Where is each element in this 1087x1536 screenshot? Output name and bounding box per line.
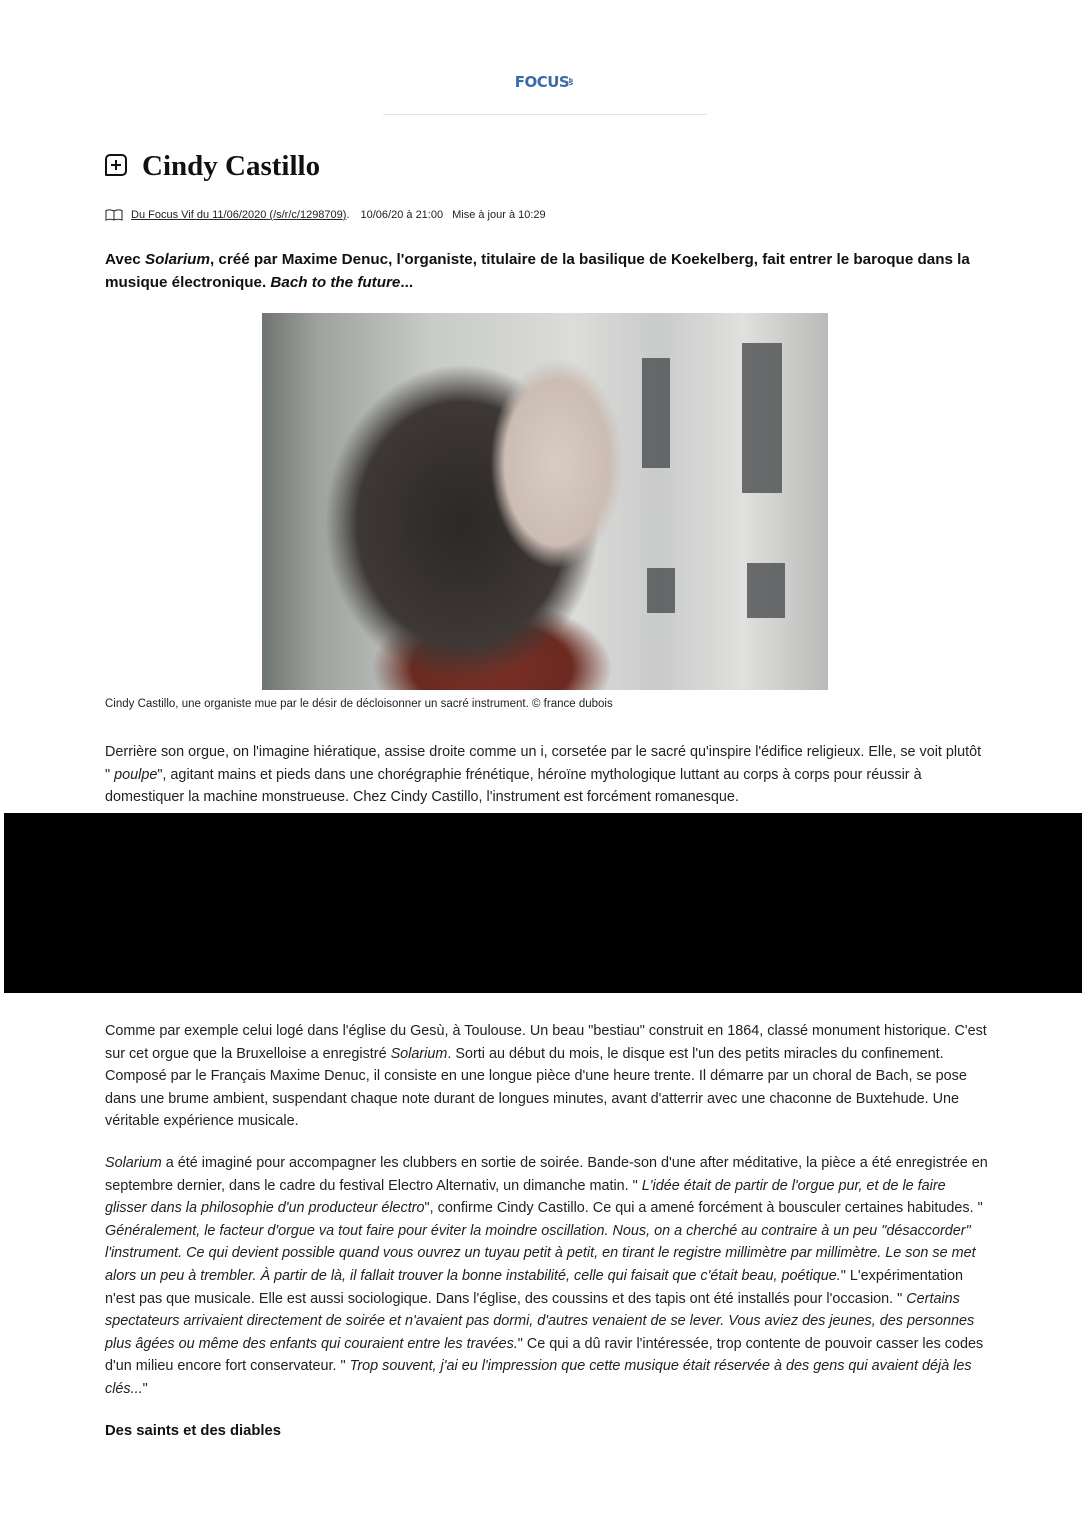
article-title-row: [105, 150, 320, 183]
source-link[interactable]: Du Focus Vif du 11/06/2020 (/s/r/c/1298709): [131, 209, 347, 221]
article-photo: [262, 313, 828, 690]
paragraph-italic: Certains spectateurs arrivaient directement de soirée et n'avaient pas dormi, d'autres venaient de se lever. Vous aviez des jeunes, des personnes plus âgées ou même des enfants qui couraient entre les travées.: [105, 1290, 975, 1352]
paragraph-1: [105, 741, 990, 809]
section-subheading: Des saints et des diables: [105, 1423, 281, 1439]
paragraph-3: [105, 1152, 990, 1401]
logo-text: FOCUS: [514, 73, 570, 91]
lead-italic: Solarium: [144, 251, 210, 268]
paragraph-italic: Solarium: [390, 1045, 448, 1062]
lead-italic: Bach to the future: [270, 274, 401, 291]
redacted-band: [4, 813, 1082, 993]
paragraph-italic: Solarium: [105, 1155, 162, 1171]
paragraph-text: ": [142, 1380, 148, 1397]
book-icon: [105, 209, 123, 221]
paragraph-text: " Ce qui a dû ravir l'intéressée, trop contente de pouvoir casser les codes d'un milieu encore fort conservateur. ": [105, 1335, 984, 1375]
updated-time: Mise à jour à 10:29: [452, 209, 546, 221]
article-lead: [105, 248, 995, 294]
paragraph-italic: Trop souvent, j'ai eu l'impression que cette musique était réservée à des gens qui avaient déjà les clés...: [105, 1358, 972, 1397]
meta-separator: .: [346, 209, 350, 221]
paragraph-text: . Sorti au début du mois, le disque est l'un des petits miracles du confinement. Composé par le Français Maxime Denuc, il consiste en une longue pièce d'une heure trente. Il démarre par un choral de Bach, se pose dans une brume ambient, suspendant chaque note durant de longues minutes, avant d'atterrir avec une chaconne de Buxtehude. Une véritable expérience musicale.: [105, 1045, 967, 1130]
paragraph-text: ", agitant mains et pieds dans une chorégraphie frénétique, héroïne mythologique luttant au corps à corps pour réussir à domestiquer la machine monstrueuse. Chez Cindy Castillo, l'instrument est forcément romanesque.: [105, 766, 922, 806]
site-header: [383, 70, 707, 115]
focus-vif-logo[interactable]: [515, 73, 576, 91]
lead-text: , créé par Maxime Denuc, l'organiste, titulaire de la basilique de Koekelberg, fait entrer le baroque dans la musique électronique.: [105, 251, 970, 291]
lead-text: ...: [400, 274, 414, 291]
article-meta: [105, 209, 546, 221]
published-date: 10/06/20 à 21:00: [360, 209, 444, 221]
paragraph-italic: poulpe: [114, 766, 158, 783]
lead-text: Avec: [105, 251, 145, 268]
paragraph-text: " L'expérimentation n'est pas que musicale. Elle est aussi sociologique. Dans l'église, des coussins et des tapis ont été installés pour l'occasion. ": [105, 1267, 964, 1307]
logo-sub: VIF: [569, 78, 576, 86]
add-plus-icon[interactable]: [105, 154, 127, 176]
paragraph-text: a été imaginé pour accompagner les clubbers en sortie de soirée. Bande-son d'une after méditative, la pièce a été enregistrée en septembre dernier, dans le cadre du festival Electro Alternativ, un dimanche matin. ": [105, 1155, 988, 1194]
paragraph-italic: Généralement, le facteur d'orgue va tout faire pour éviter la moindre oscillation. Nous, on a cherché au contraire à un peu "désaccorder" l'instrument. Ce qui devient possible quand vous ouvrez un tuyau petit à petit, en tirant le registre millimètre par millimètre. Le son se met alors un peu à trembler. À partir de là, il fallait trouver la bonne instabilité, celle qui faisait que c'était beau, poétique.: [105, 1222, 976, 1284]
paragraph-2: [105, 1020, 990, 1133]
photo-caption: Cindy Castillo, une organiste mue par le désir de décloisonner un sacré instrument. © france dubois: [105, 698, 613, 710]
paragraph-text: Comme par exemple celui logé dans l'église du Gesù, à Toulouse. Un beau "bestiau" construit en 1864, classé monument historique. C'est sur cet orgue que la Bruxelloise a enregistré: [105, 1023, 987, 1062]
paragraph-text: Derrière son orgue, on l'imagine hiératique, assise droite comme un i, corsetée par le sacré qu'inspire l'édifice religieux. Elle, se voit plutôt ": [105, 744, 982, 783]
paragraph-text: ", confirme Cindy Castillo. Ce qui a amené forcément à bousculer certaines habitudes. ": [424, 1200, 983, 1217]
paragraph-italic: L'idée était de partir de l'orgue pur, et de le faire glisser dans la philosophie d'un producteur électro: [105, 1177, 946, 1217]
article-title: Cindy Castillo: [142, 150, 321, 182]
